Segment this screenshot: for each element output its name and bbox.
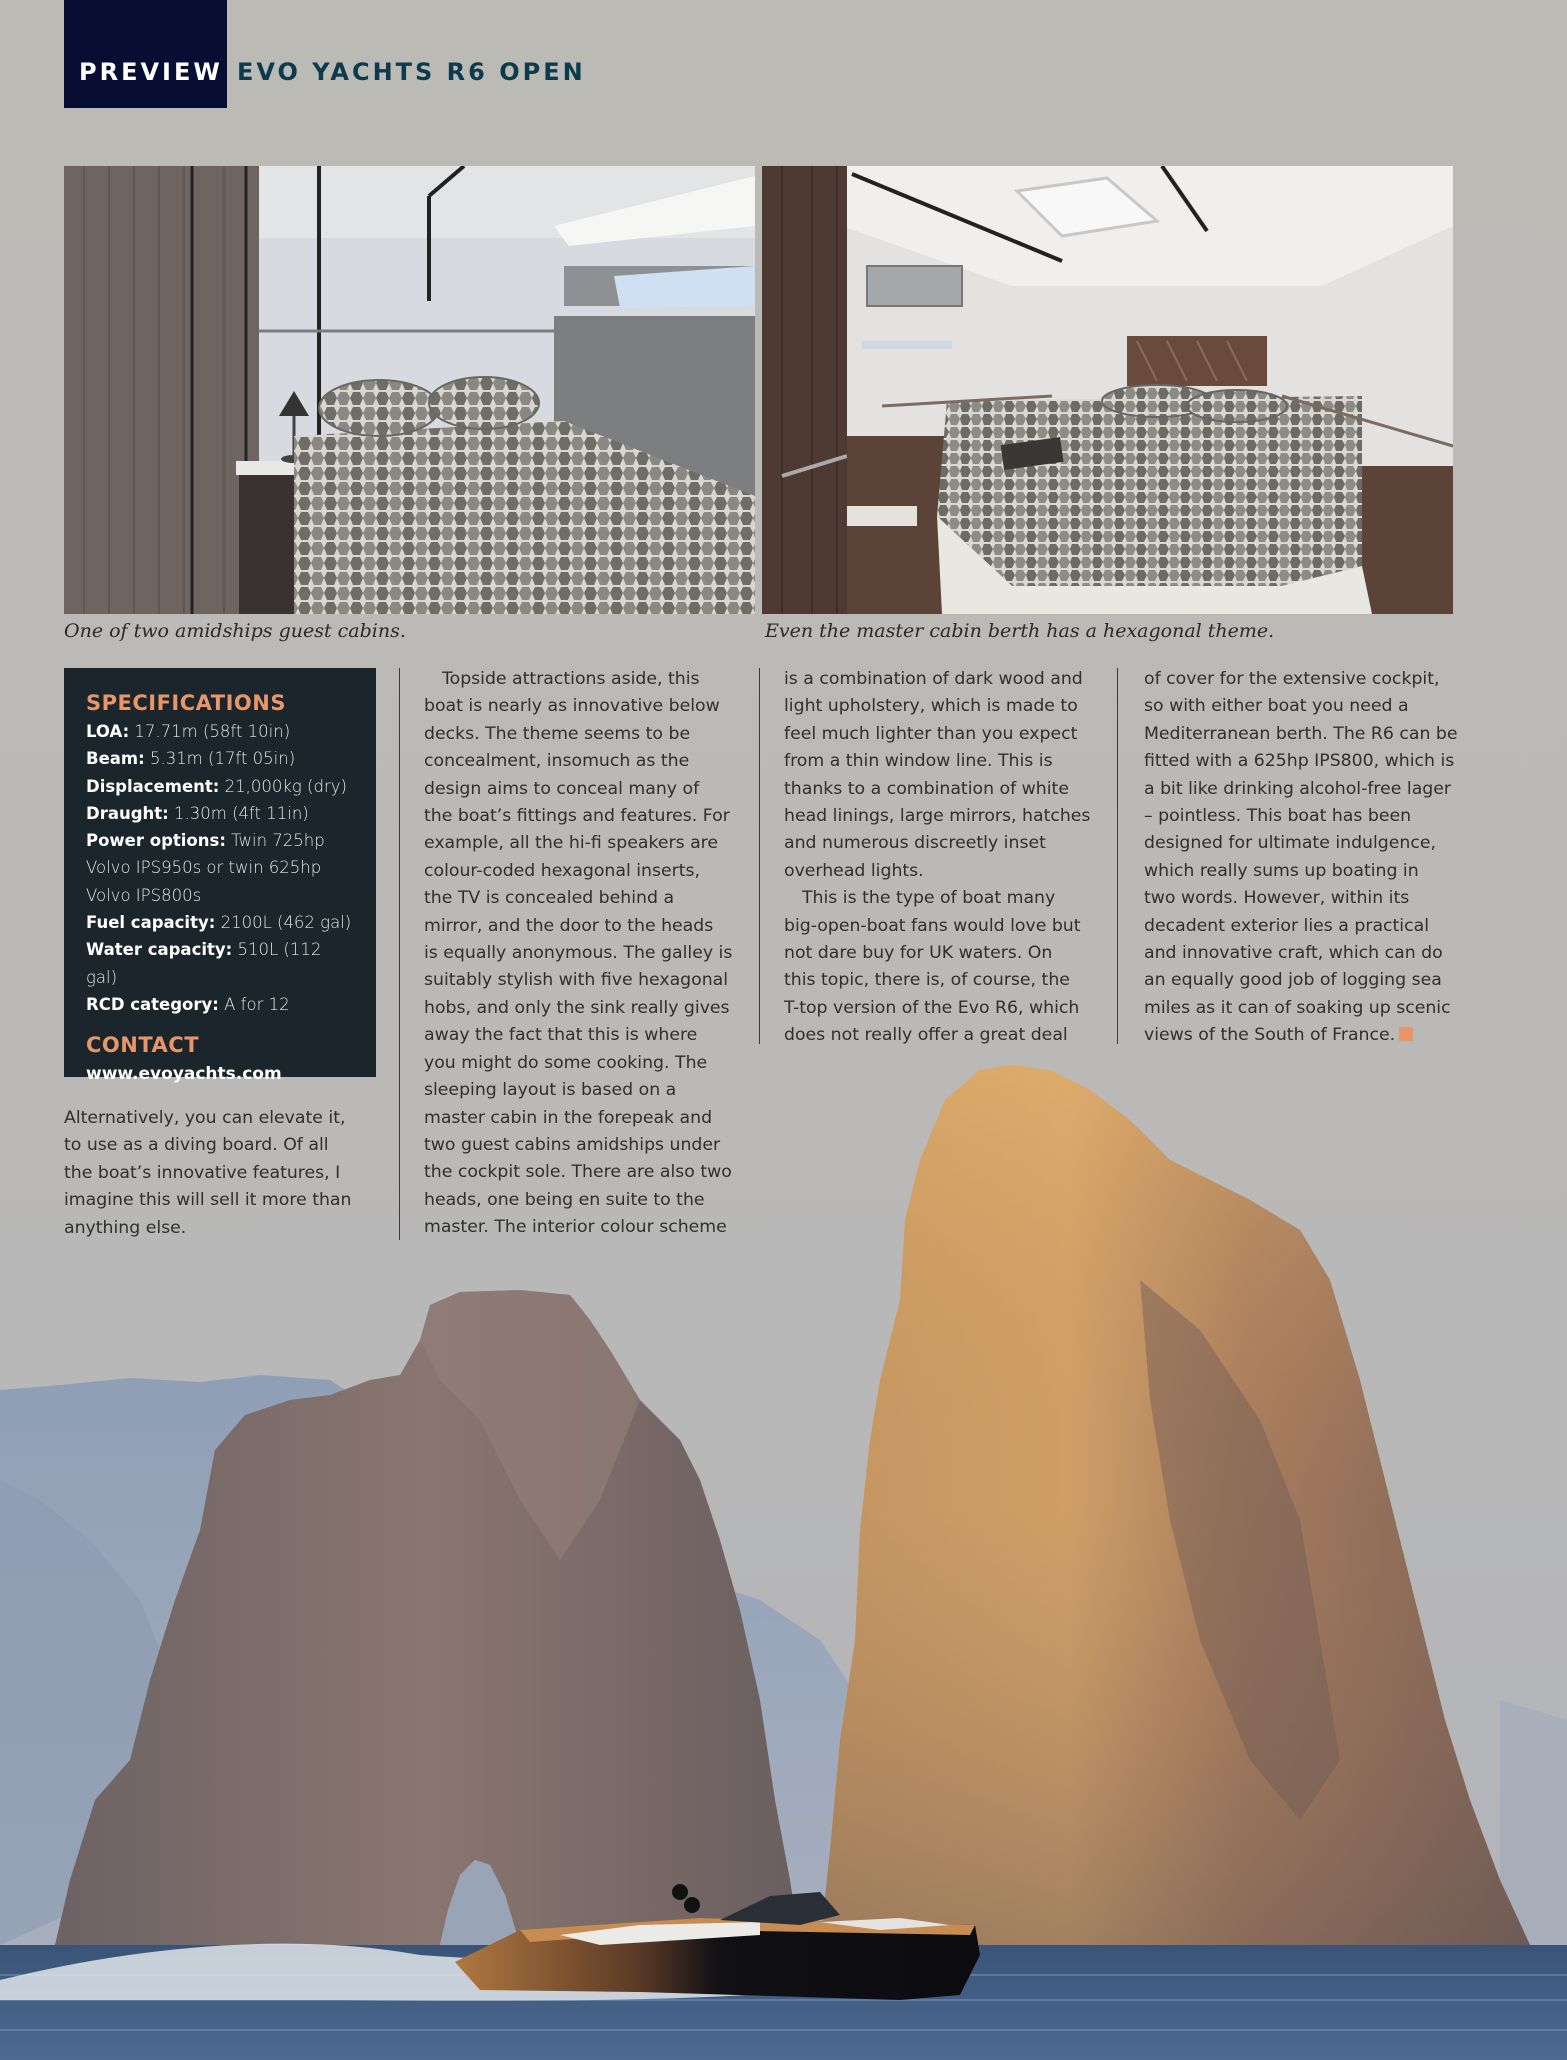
spec-item	[86, 718, 354, 745]
spec-value: 21,000kg (dry)	[219, 776, 347, 796]
photo-caption-master-cabin: Even the master cabin berth has a hexagonal theme.	[765, 620, 1275, 642]
column-divider	[399, 668, 400, 1240]
spec-item	[86, 827, 354, 854]
body-text-line	[424, 1214, 732, 1241]
body-text-line	[1144, 666, 1458, 693]
body-text: anything else.	[64, 1217, 187, 1238]
body-text-line	[424, 913, 732, 940]
body-text-line	[784, 967, 1090, 994]
body-text-line	[64, 1215, 351, 1242]
body-text-line	[424, 721, 732, 748]
spec-label: Fuel capacity:	[86, 913, 216, 933]
body-text-line	[784, 1022, 1090, 1049]
body-text-line	[784, 748, 1090, 775]
body-text-line	[424, 1132, 732, 1159]
body-text: Topside attractions aside, this	[442, 669, 700, 689]
body-text: an equally good job of logging sea	[1144, 970, 1442, 991]
body-text: head linings, large mirrors, hatches	[784, 806, 1091, 827]
body-text-line	[424, 830, 732, 857]
body-column-4	[1144, 666, 1458, 1050]
body-text: decadent exterior lies a practical	[1144, 915, 1430, 936]
photo-caption-guest-cabin: One of two amidships guest cabins.	[64, 620, 406, 642]
spec-value: 1.30m (4ft 11in)	[168, 803, 309, 823]
spec-value: A for 12	[218, 994, 290, 1014]
spec-item	[86, 773, 354, 800]
body-text-line	[1144, 693, 1458, 720]
body-text-line	[1144, 967, 1458, 994]
spec-item	[86, 745, 354, 772]
body-text: Mediterranean berth. The R6 can be	[1144, 723, 1458, 744]
body-text: of cover for the extensive cockpit,	[1144, 669, 1440, 689]
body-column-1	[64, 1105, 351, 1242]
body-text-line	[784, 830, 1090, 857]
body-text-line	[1144, 721, 1458, 748]
spec-item	[86, 909, 354, 936]
body-text-line	[1144, 913, 1458, 940]
body-text: and innovative craft, which can do	[1144, 943, 1443, 964]
body-text-line	[64, 1132, 351, 1159]
body-text: mirror, and the door to the heads	[424, 915, 714, 936]
body-text-line	[424, 1187, 732, 1214]
body-text: the boat’s innovative features, I	[64, 1162, 341, 1183]
spec-label: Displacement:	[86, 776, 220, 796]
section-tag-box	[64, 0, 227, 108]
body-text: is a combination of dark wood and	[784, 669, 1083, 689]
spec-value: 17.71m (58ft 10in)	[129, 722, 291, 741]
body-text: views of the South of France.	[1144, 1025, 1396, 1046]
article-end-marker	[1399, 1027, 1413, 1041]
body-text: design aims to conceal many of	[424, 778, 700, 799]
contact-heading: CONTACT	[86, 1033, 200, 1058]
body-text-line	[784, 858, 1090, 885]
body-text: T-top version of the Evo R6, which	[784, 997, 1080, 1018]
master-cabin-photo	[762, 166, 1453, 614]
body-text-line	[1144, 776, 1458, 803]
body-text-line	[424, 1077, 732, 1104]
body-text: the TV is concealed behind a	[424, 888, 675, 909]
body-text-line	[424, 693, 732, 720]
article-title: EVO YACHTS R6 OPEN	[237, 58, 586, 86]
spec-item	[86, 800, 354, 827]
guest-cabin-photo	[64, 166, 755, 614]
spec-value: 5.31m (17ft 05in)	[144, 749, 296, 769]
spec-value-continued: Volvo IPS950s or twin 625hp	[86, 858, 322, 878]
body-text-line	[784, 913, 1090, 940]
body-text: boat is nearly as innovative below	[424, 696, 720, 717]
body-text: so with either boat you need a	[1144, 696, 1409, 717]
body-text-line	[424, 885, 732, 912]
body-text-line	[784, 721, 1090, 748]
body-text-line	[64, 1160, 351, 1187]
body-text: example, all the hi-fi speakers are	[424, 833, 719, 854]
body-text-line	[1144, 748, 1458, 775]
body-text: sleeping layout is based on a	[424, 1080, 677, 1101]
body-text: is equally anonymous. The galley is	[424, 943, 733, 964]
body-text-line	[1144, 940, 1458, 967]
body-text: which really sums up boating in	[1144, 860, 1419, 881]
specifications-list	[86, 718, 354, 1018]
body-text-line	[424, 748, 732, 775]
spec-value-continued: Volvo IPS800s	[86, 885, 202, 905]
body-text-line	[1144, 995, 1458, 1022]
body-text-line	[784, 693, 1090, 720]
body-text: two words. However, within its	[1144, 888, 1410, 909]
body-text: two guest cabins amidships under	[424, 1134, 721, 1155]
specifications-box	[64, 668, 376, 1085]
body-text-line	[424, 967, 732, 994]
body-text-line	[1144, 830, 1458, 857]
body-text-line	[424, 803, 732, 830]
body-text-line	[784, 940, 1090, 967]
body-text: thanks to a combination of white	[784, 778, 1069, 799]
body-text-line	[424, 1050, 732, 1077]
body-text: overhead lights.	[784, 860, 924, 881]
body-text: to use as a diving board. Of all	[64, 1135, 329, 1156]
body-text: colour-coded hexagonal inserts,	[424, 860, 701, 881]
body-text: light upholstery, which is made to	[784, 696, 1078, 717]
body-text: big-open-boat fans would love but	[784, 915, 1081, 936]
body-text: suitably stylish with five hexagonal	[424, 970, 729, 991]
body-text-line	[784, 776, 1090, 803]
body-text: heads, one being en suite to the	[424, 1189, 705, 1210]
body-text-line	[64, 1187, 351, 1214]
body-text-line	[784, 803, 1090, 830]
body-text: the boat’s fittings and features. For	[424, 806, 730, 827]
spec-label: Water capacity:	[86, 940, 233, 960]
body-text: designed for ultimate indulgence,	[1144, 833, 1436, 854]
body-text: This is the type of boat many	[802, 888, 1056, 909]
body-text-line	[424, 995, 732, 1022]
body-text-line	[1144, 885, 1458, 912]
body-text-line	[784, 995, 1090, 1022]
body-text-line	[1144, 803, 1458, 830]
spec-label: Beam:	[86, 749, 145, 769]
spec-label: LOA:	[86, 722, 130, 741]
body-text-line	[784, 885, 1090, 912]
body-text-line	[424, 1159, 732, 1186]
body-text: master cabin in the forepeak and	[424, 1107, 713, 1128]
body-text-line	[424, 776, 732, 803]
body-text-line	[1144, 858, 1458, 885]
body-column-3	[784, 666, 1090, 1050]
body-text: fitted with a 625hp IPS800, which is	[1144, 751, 1455, 772]
body-text: concealment, insomuch as the	[424, 751, 690, 772]
body-text: decks. The theme seems to be	[424, 723, 691, 744]
body-text: miles as it can of soaking up scenic	[1144, 997, 1451, 1018]
body-text: not dare buy for UK waters. On	[784, 943, 1053, 964]
contact-website-link[interactable]: www.evoyachts.com	[86, 1064, 282, 1085]
body-text: feel much lighter than you expect	[784, 723, 1078, 744]
body-text-line	[784, 666, 1090, 693]
spec-value: 510L (112 gal)	[86, 940, 322, 987]
spec-value: 2100L (462 gal)	[215, 913, 352, 933]
body-text: hobs, and only the sink really gives	[424, 997, 730, 1018]
body-text: imagine this will sell it more than	[64, 1190, 352, 1211]
column-divider	[1117, 668, 1118, 1044]
specifications-heading: SPECIFICATIONS	[86, 691, 286, 715]
spec-label: Power options:	[86, 831, 226, 851]
body-text-line	[424, 1105, 732, 1132]
body-text: master. The interior colour scheme	[424, 1217, 727, 1238]
body-text: the cockpit sole. There are also two	[424, 1162, 732, 1183]
section-label: PREVIEW	[79, 58, 223, 86]
body-text: this topic, there is, of course, the	[784, 970, 1070, 991]
body-text-line	[1144, 1022, 1458, 1049]
spec-item	[86, 991, 354, 1018]
body-text-line	[64, 1105, 351, 1132]
body-text: a bit like drinking alcohol-free lager	[1144, 778, 1451, 799]
body-text-line	[424, 1022, 732, 1049]
spec-value: Twin 725hp	[225, 831, 325, 851]
body-column-2	[424, 666, 732, 1242]
spec-item	[86, 936, 354, 991]
body-text: you might do some cooking. The	[424, 1052, 708, 1073]
body-text: – pointless. This boat has been	[1144, 806, 1412, 827]
spec-label: Draught:	[86, 803, 169, 823]
spec-label: RCD category:	[86, 994, 219, 1014]
body-text-line	[424, 666, 732, 693]
body-text-line	[424, 858, 732, 885]
body-text: Alternatively, you can elevate it,	[64, 1108, 346, 1128]
body-text-line	[424, 940, 732, 967]
column-divider	[759, 668, 760, 1044]
body-text: does not really offer a great deal	[784, 1025, 1068, 1046]
body-text: from a thin window line. This is	[784, 751, 1053, 772]
body-text: and numerous discreetly inset	[784, 833, 1046, 854]
body-text: away the fact that this is where	[424, 1025, 698, 1046]
